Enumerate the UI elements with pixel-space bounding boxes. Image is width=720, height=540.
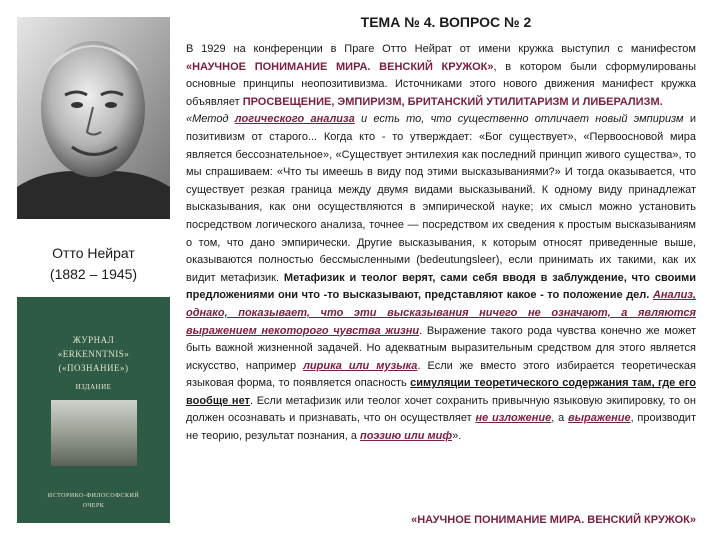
journal-line-2: «ERKENNTNIS»: [57, 349, 130, 359]
journal-line-6: ОЧЕРК: [82, 503, 105, 509]
portrait-photo: [17, 17, 170, 219]
lyric-music-term: лирика или музыка: [303, 359, 418, 372]
p2-text-q: ».: [452, 430, 462, 443]
logical-analysis-term: логического анализа: [234, 113, 355, 126]
p2-text-i: . Если же вместо этого избирается теоретическая языковая форма, то появляется опасность: [186, 359, 696, 390]
sources-list: ПРОСВЕЩЕНИЕ, ЭМПИРИЗМ, БРИТАНСКИЙ УТИЛИТАРИЗМ И ЛИБЕРАЛИЗМ.: [242, 95, 663, 108]
journal-line-1: ЖУРНАЛ: [72, 335, 115, 345]
not-exposition-term: не изложение: [475, 412, 552, 425]
p2-analysis-claim: Анализ, однако, показывает, что эти высказывания ничего не означают, а являются выражением некоторого чувства жизни: [186, 289, 696, 337]
paragraph-2: [186, 111, 696, 445]
person-name: Отто Нейрат: [52, 245, 135, 261]
simulation-term: симуляции теоретического содержания там, где его вообще нет: [186, 377, 696, 407]
p1-text-c: , в котором были сформулированы основные принципы неопозитивизма. Источниками этого нового движения манифест кружка объявляет: [186, 60, 696, 108]
slide-title: ТЕМА № 4. ВОПРОС № 2: [360, 14, 532, 30]
p2-text-m: , а: [551, 412, 568, 425]
main-text: [186, 41, 696, 446]
journal-line-5: ИСТОРИКО-ФИЛОСОФСКИЙ: [47, 493, 140, 499]
journal-cover-image: [17, 297, 170, 523]
portrait-illustration: [17, 17, 170, 219]
poetry-myth-term: поэзию или миф: [360, 430, 453, 443]
p2-text-o: , производит не теорию, результат познания, а: [186, 412, 696, 443]
manifesto-title: «НАУЧНОЕ ПОНИМАНИЕ МИРА. ВЕНСКИЙ КРУЖОК»: [186, 60, 494, 73]
journal-line-4: ИЗДАНИЕ: [75, 383, 112, 391]
p2-text-d: и позитивизм от старого... Когда кто - то утверждает: «Бог существует», «Первоосновой мира является бессознательное», «Существует энтилехия как последний принцип живого существа», то мы спрашиваем: «Что ты имеешь в виду под этими высказываниями?» И тогда оказывается, что существует резкая граница между двумя видами высказываний. К одному виду принадлежат высказывания, как они осуществляются в эмпирической науке; их смысл можно установить посредством логического анализа, точнее — посредством их сведения к простым высказываниям о том, что дано эмпирически. Другие высказывания, к которым относят приведенные выше, оказываются полностью бессмысленными (bedeutungsleer), если принимать их такими, как их видит метафизик.: [186, 113, 697, 284]
journal-line-3: («ПОЗНАНИЕ»): [58, 363, 129, 373]
p2-text-a: «Метод: [186, 113, 235, 126]
expression-term: выражение: [568, 412, 631, 425]
p2-text-k: . Если метафизик или теолог хочет сохранить привычную языковую экипировку, то он должен осознавать и признавать, что он осуществляет: [186, 394, 696, 425]
footer-source: «НАУЧНОЕ ПОНИМАНИЕ МИРА. ВЕНСКИЙ КРУЖОК»: [411, 514, 696, 526]
p2-text-c: и есть то, что существенно отличает новый эмпиризм: [354, 113, 684, 126]
paragraph-1: [186, 41, 696, 111]
p2-text-g: . Выражение такого рода чувства конечно же может быть важной жизненной задачей. Но адекватным выразительным средством для этого является искусство, например: [186, 324, 696, 372]
journal-group-photo: [51, 400, 137, 466]
p2-bold-claim: Метафизик и теолог верят, сами себя вводя в заблуждение, что своими предложениями они что -то высказывают, представляют какое - то положение дел.: [186, 271, 696, 302]
person-years: (1882 – 1945): [49, 266, 138, 282]
p1-text-a: В 1929 на конференции в Праге Отто Нейрат от имени кружка выступил с манифестом: [186, 43, 696, 55]
